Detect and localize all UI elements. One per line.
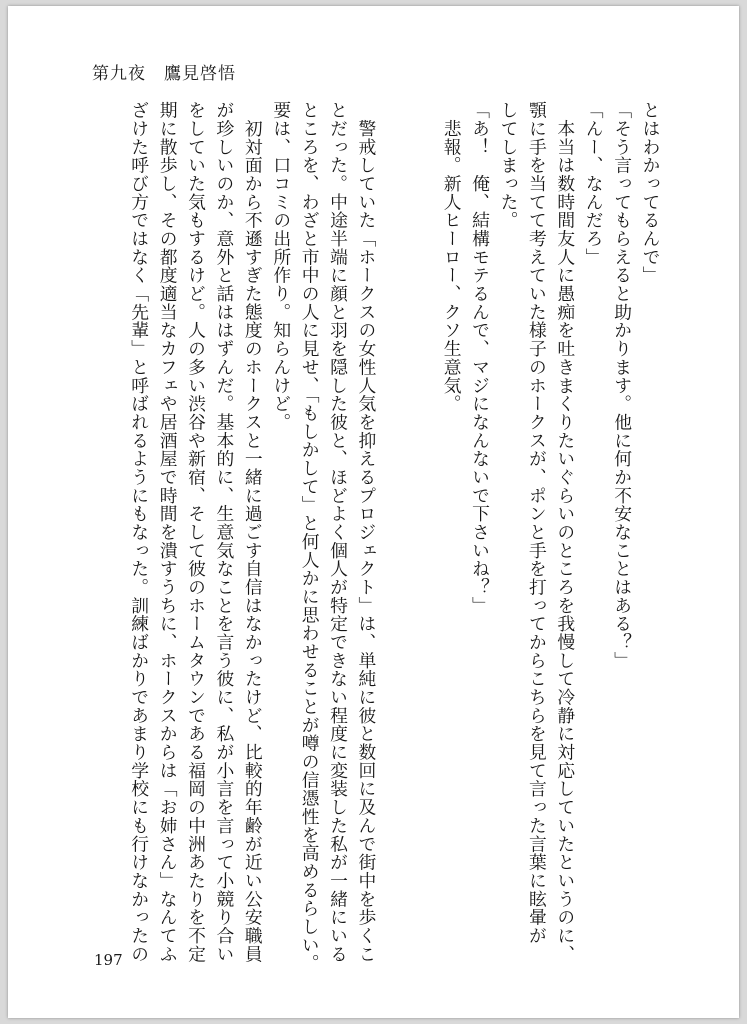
text-line: 「あ！ 俺、結構モテるんで、マジになんないで下さいね？」 [469,101,491,615]
text-line: をしていた気もするけど。人の多い渋谷や新宿、そして彼のホームタウンである福岡の中洲あたりを不定 [185,101,207,963]
text-line: 本当は数時間友人に愚痴を吐きまくりたいぐらいのところを我慢して冷静に対応していたというのに、 [554,101,576,963]
blank-line [380,101,408,961]
text-line: が珍しいのか、意外と話ははずんだ。基本的に、生意気なことを言う彼に、私が小言を言って小競り合い [213,101,235,963]
text-line: 「そう言ってもらえると助かります。他に何か不安なことはある？」 [611,101,633,670]
text-line: ざけた呼び方ではなく「先輩」と呼ばれるようにもなった。訓練ばかりであまり学校にも行けなかったの [128,101,150,963]
blank-line [408,101,436,961]
book-page [8,6,739,1018]
text-line: 警戒していた「ホークスの女性人気を抑えるプロジェクト」は、単純に彼と数回に及んで街中を歩くこ [355,101,377,963]
page-number: 197 [94,951,123,969]
text-line: 「んー、なんだろ」 [583,101,605,267]
text-line: 初対面から不遜すぎた態度のホークスと一緒に過ごす自信はなかったけど、比較的年齢が近い公安職員 [242,101,264,963]
text-line: 顎に手を当てて考えていた様子のホークスが、ポンと手を打ってからこちらを見て言った言葉に眩暈が [526,101,548,945]
text-line: 期に散歩し、その都度適当なカフェや居酒屋で時間を潰すうちに、ホークスからは「お姉さん」なんてふ [157,101,179,963]
running-head: 第九夜 鷹見啓悟 [92,64,236,84]
text-line: とはわかってるんで」 [640,101,661,285]
text-line: とだった。中途半端に顔と羽を隠した彼と、ほどよく個人が特定できない程度に変装した私が一緒にいる [327,101,349,963]
text-line: 要は、口コミの出所作り。知らんけど。 [270,101,292,432]
text-line: 悲報。新人ヒーロー、クソ生意気。 [441,101,463,413]
text-line: してしまった。 [497,101,519,230]
body-text [64,101,664,973]
text-line: ところを、わざと市中の人に見せ、「もしかして」と何人かに思わせることが噂の信憑性を高めるらしい。 [299,101,321,973]
